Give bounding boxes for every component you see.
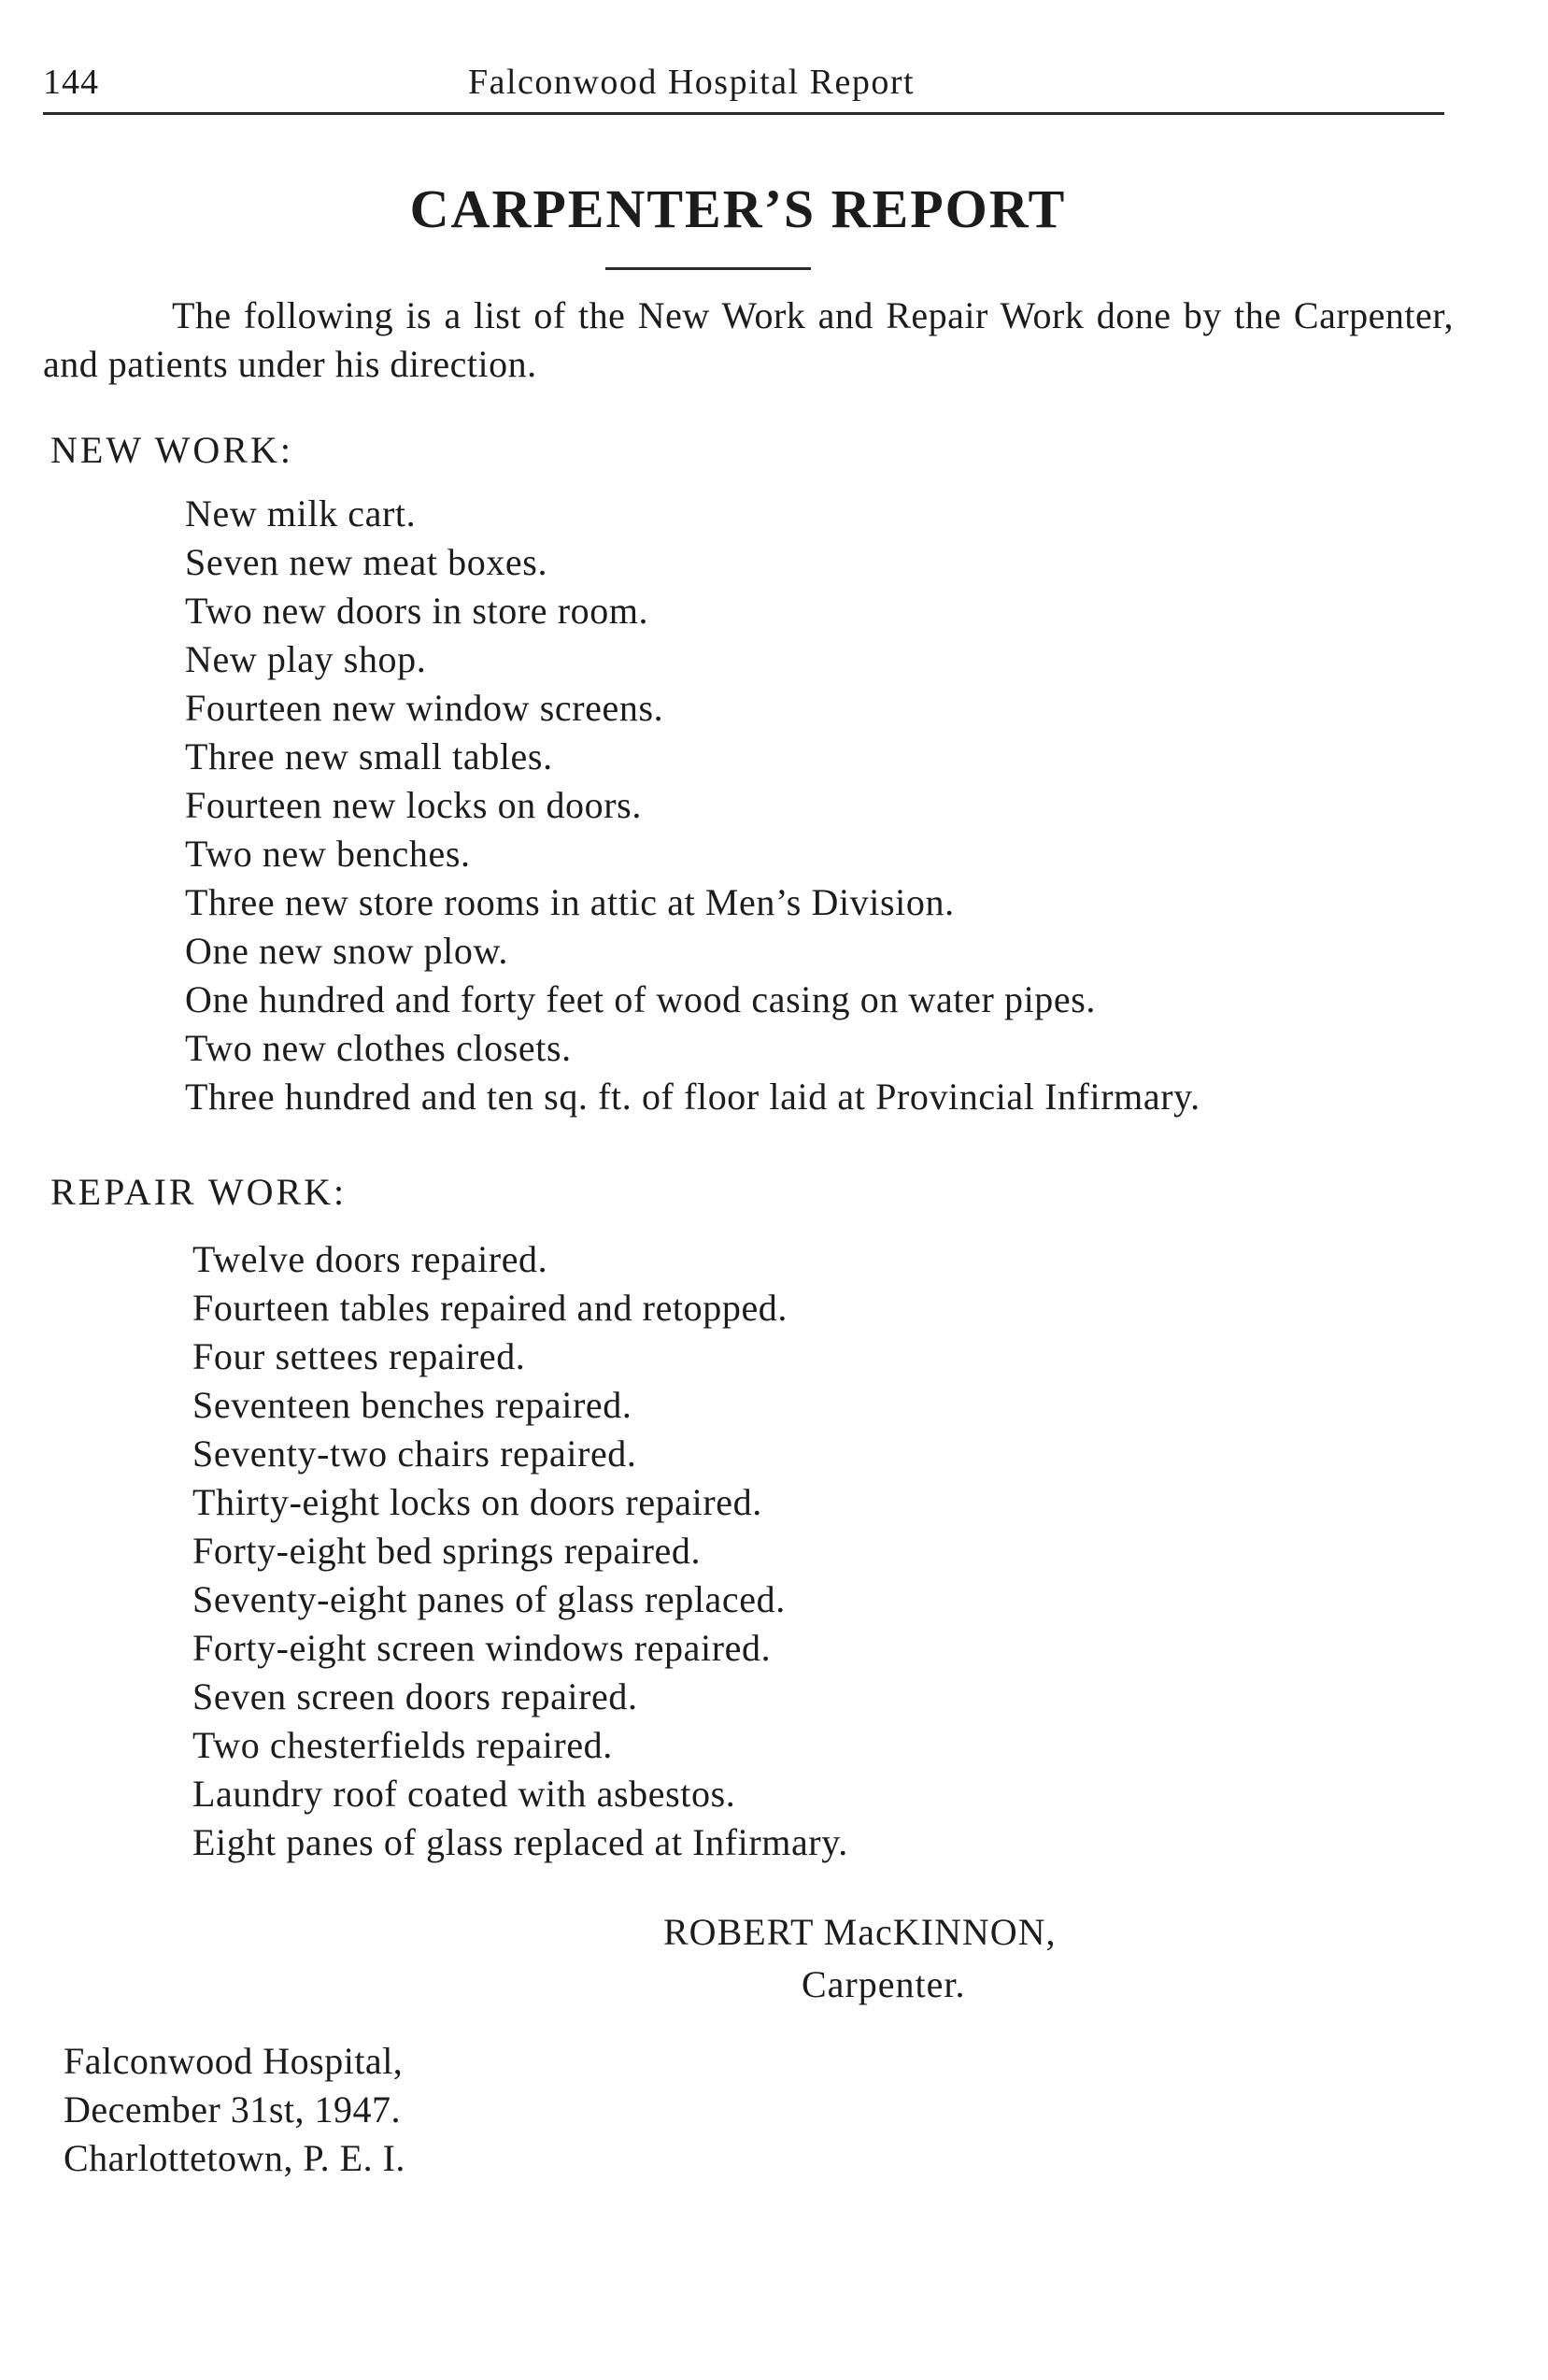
list-item: Laundry roof coated with asbestos.: [192, 1773, 736, 1815]
list-item: Forty-eight bed springs repaired.: [192, 1530, 702, 1572]
list-item: Four settees repaired.: [192, 1335, 526, 1377]
list-item: Thirty-eight locks on doors repaired.: [192, 1481, 762, 1523]
dateline-date: December 31st, 1947.: [64, 2088, 402, 2131]
new-work-list: [185, 490, 1200, 1121]
running-head: [43, 62, 1444, 112]
list-item: Two new clothes closets.: [185, 1027, 572, 1069]
list-item: Seven new meat boxes.: [185, 541, 548, 583]
signer-role: Carpenter.: [802, 1963, 966, 2005]
list-item: Two new doors in store room.: [185, 590, 649, 632]
list-item: Fourteen tables repaired and retopped.: [192, 1287, 788, 1329]
new-work-heading: NEW WORK:: [50, 429, 293, 471]
page-number: 144: [43, 63, 99, 102]
list-item: Seventy-eight panes of glass replaced.: [192, 1578, 786, 1620]
dateline-place: Falconwood Hospital,: [64, 2040, 404, 2082]
title-divider: [605, 267, 811, 270]
repair-work-heading: REPAIR WORK:: [50, 1171, 348, 1213]
signer-name: ROBERT MacKINNON,: [663, 1911, 1057, 1953]
signature-block: [663, 1906, 1186, 2011]
list-item: New milk cart.: [185, 492, 417, 534]
list-item: Seventy-two chairs repaired.: [192, 1432, 637, 1475]
list-item: Seven screen doors repaired.: [192, 1675, 638, 1717]
report-title: CARPENTER’S REPORT: [409, 178, 1067, 239]
list-item: Fourteen new locks on doors.: [185, 784, 642, 826]
list-item: Forty-eight screen windows repaired.: [192, 1627, 772, 1669]
list-item: One new snow plow.: [185, 930, 508, 972]
list-item: Two chesterfields repaired.: [192, 1724, 613, 1766]
list-item: New play shop.: [185, 638, 427, 680]
intro-paragraph: The following is a list of the New Work and Repair Work done by the Carpenter, and patients under his direction.: [43, 294, 1454, 385]
list-item: Twelve doors repaired.: [192, 1238, 548, 1280]
list-item: One hundred and forty feet of wood casing on water pipes.: [185, 978, 1097, 1020]
list-item: Three new small tables.: [185, 735, 553, 777]
repair-work-list: [192, 1235, 848, 1867]
dateline-block: [64, 2037, 405, 2183]
list-item: Three hundred and ten sq. ft. of floor laid at Provincial Infirmary.: [185, 1076, 1200, 1118]
list-item: Seventeen benches repaired.: [192, 1384, 632, 1426]
list-item: Fourteen new window screens.: [185, 687, 664, 729]
list-item: Eight panes of glass replaced at Infirmary.: [192, 1821, 848, 1863]
dateline-city: Charlottetown, P. E. I.: [64, 2137, 405, 2179]
list-item: Three new store rooms in attic at Men’s Division.: [185, 881, 955, 923]
running-title: Falconwood Hospital Report: [468, 63, 916, 102]
list-item: Two new benches.: [185, 833, 471, 875]
header-divider: [43, 112, 1444, 115]
